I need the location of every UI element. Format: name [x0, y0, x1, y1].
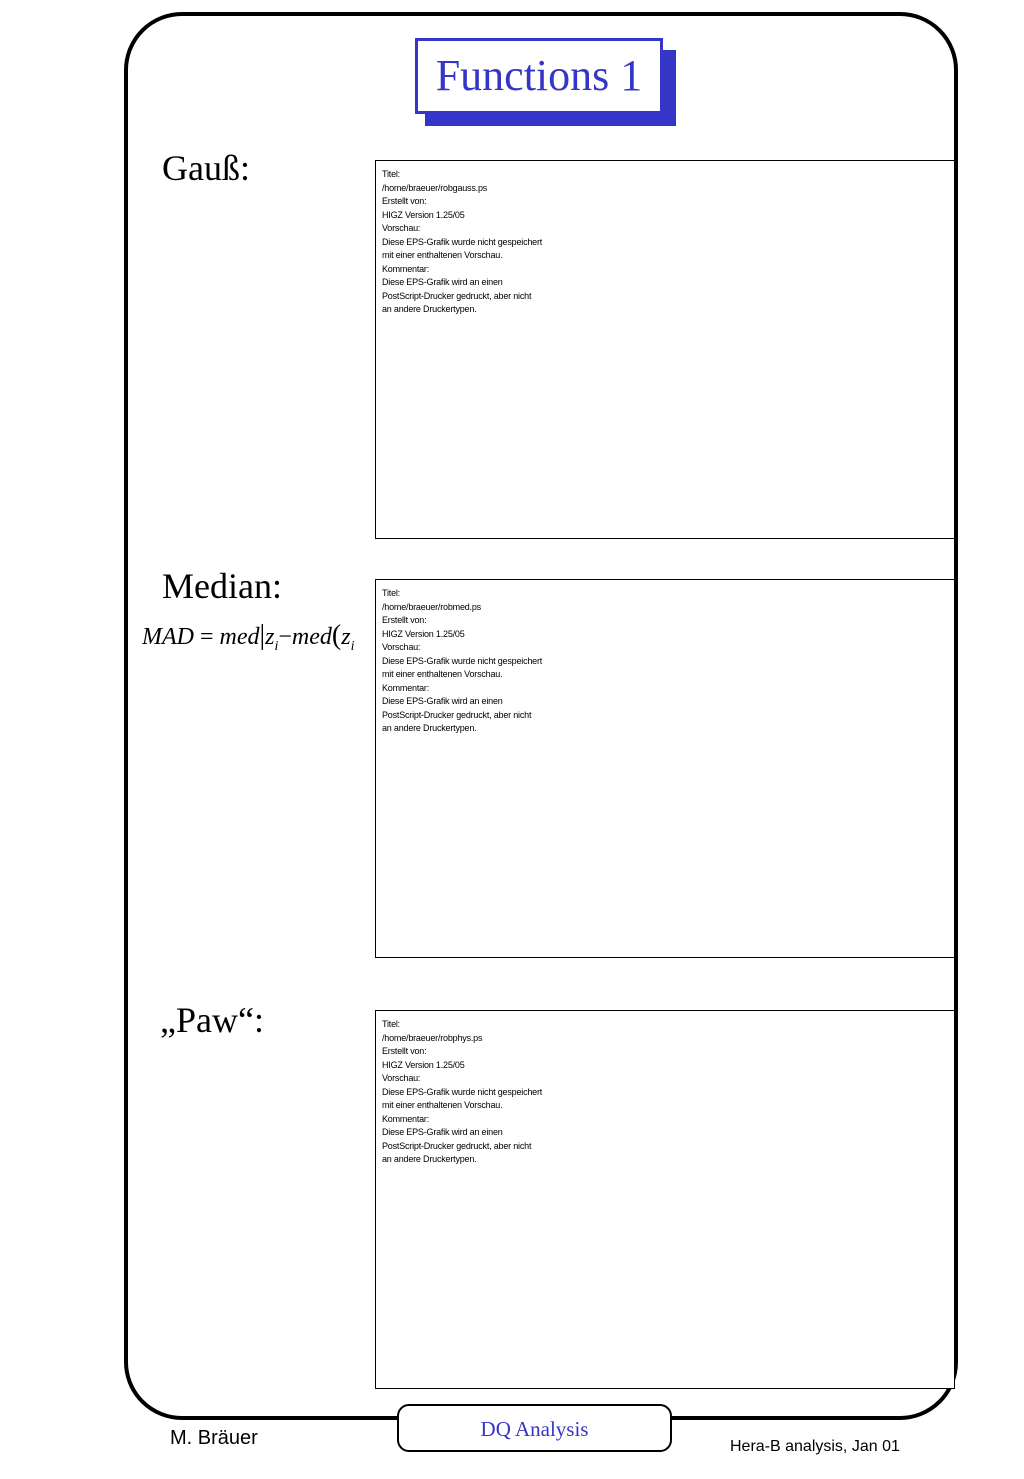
eps-line: mit einer enthaltenen Vorschau.	[382, 250, 503, 260]
eps-line: an andere Druckertypen.	[382, 304, 477, 314]
eps-line: Diese EPS-Grafik wird an einen	[382, 277, 503, 287]
formula-minus: −	[278, 624, 292, 650]
eps-line: mit einer enthaltenen Vorschau.	[382, 1100, 503, 1110]
formula-bar: |	[259, 620, 266, 651]
eps-placeholder-paw	[375, 1010, 955, 1389]
eps-line: an andere Druckertypen.	[382, 723, 477, 733]
eps-line: Diese EPS-Grafik wurde nicht gespeichert	[382, 1086, 543, 1097]
eps-line: PostScript-Drucker gedruckt, aber nicht	[382, 709, 532, 720]
formula-eq: =	[199, 624, 214, 650]
eps-line: /home/braeuer/robgauss.ps	[382, 182, 488, 193]
eps-line: Kommentar:	[382, 1113, 430, 1124]
footer-author: M. Bräuer	[170, 1427, 258, 1449]
eps-line: Erstellt von:	[382, 196, 427, 206]
section-label-gauss: Gauß:	[162, 148, 250, 188]
eps-line: PostScript-Drucker gedruckt, aber nicht	[382, 290, 532, 301]
eps-line: Diese EPS-Grafik wurde nicht gespeichert	[382, 655, 543, 666]
eps-line: Titel:	[382, 1019, 400, 1029]
section-label-paw: „Paw“:	[160, 1000, 264, 1040]
eps-line: Erstellt von:	[382, 615, 427, 625]
formula-med: med	[219, 624, 260, 650]
eps-line: Diese EPS-Grafik wird an einen	[382, 696, 503, 706]
eps-line: Titel:	[382, 169, 400, 179]
formula-paren: (	[331, 620, 342, 651]
footer-date: Hera-B analysis, Jan 01	[730, 1438, 900, 1455]
eps-line: an andere Druckertypen.	[382, 1154, 477, 1164]
eps-placeholder-median	[375, 579, 955, 958]
eps-line: HIGZ Version 1.25/05	[382, 209, 465, 220]
slide-title: Functions 1	[415, 38, 663, 114]
formula-med: med	[291, 624, 332, 650]
eps-line: mit einer enthaltenen Vorschau.	[382, 669, 503, 679]
mad-formula	[142, 616, 374, 667]
formula-z: z	[265, 624, 275, 650]
eps-line: /home/braeuer/robphys.ps	[382, 1032, 483, 1043]
footer-center-label: DQ Analysis	[397, 1404, 672, 1452]
eps-placeholder-gauss	[375, 160, 955, 539]
formula-sub: i	[274, 638, 279, 654]
eps-line: Diese EPS-Grafik wurde nicht gespeichert	[382, 236, 543, 247]
eps-line: Erstellt von:	[382, 1046, 427, 1056]
eps-line: Kommentar:	[382, 263, 430, 274]
section-label-median: Median:	[162, 566, 282, 606]
eps-line: Vorschau:	[382, 1073, 421, 1083]
formula-z: z	[341, 624, 351, 650]
eps-line: Kommentar:	[382, 682, 430, 693]
eps-line: HIGZ Version 1.25/05	[382, 628, 465, 639]
formula-lhs: MAD	[142, 624, 194, 650]
eps-line: Titel:	[382, 588, 400, 598]
eps-line: PostScript-Drucker gedruckt, aber nicht	[382, 1140, 532, 1151]
eps-line: HIGZ Version 1.25/05	[382, 1059, 465, 1070]
eps-line: Vorschau:	[382, 223, 421, 233]
eps-line: /home/braeuer/robmed.ps	[382, 601, 481, 612]
formula-sub: i	[350, 638, 355, 654]
eps-line: Vorschau:	[382, 642, 421, 652]
eps-line: Diese EPS-Grafik wird an einen	[382, 1127, 503, 1137]
